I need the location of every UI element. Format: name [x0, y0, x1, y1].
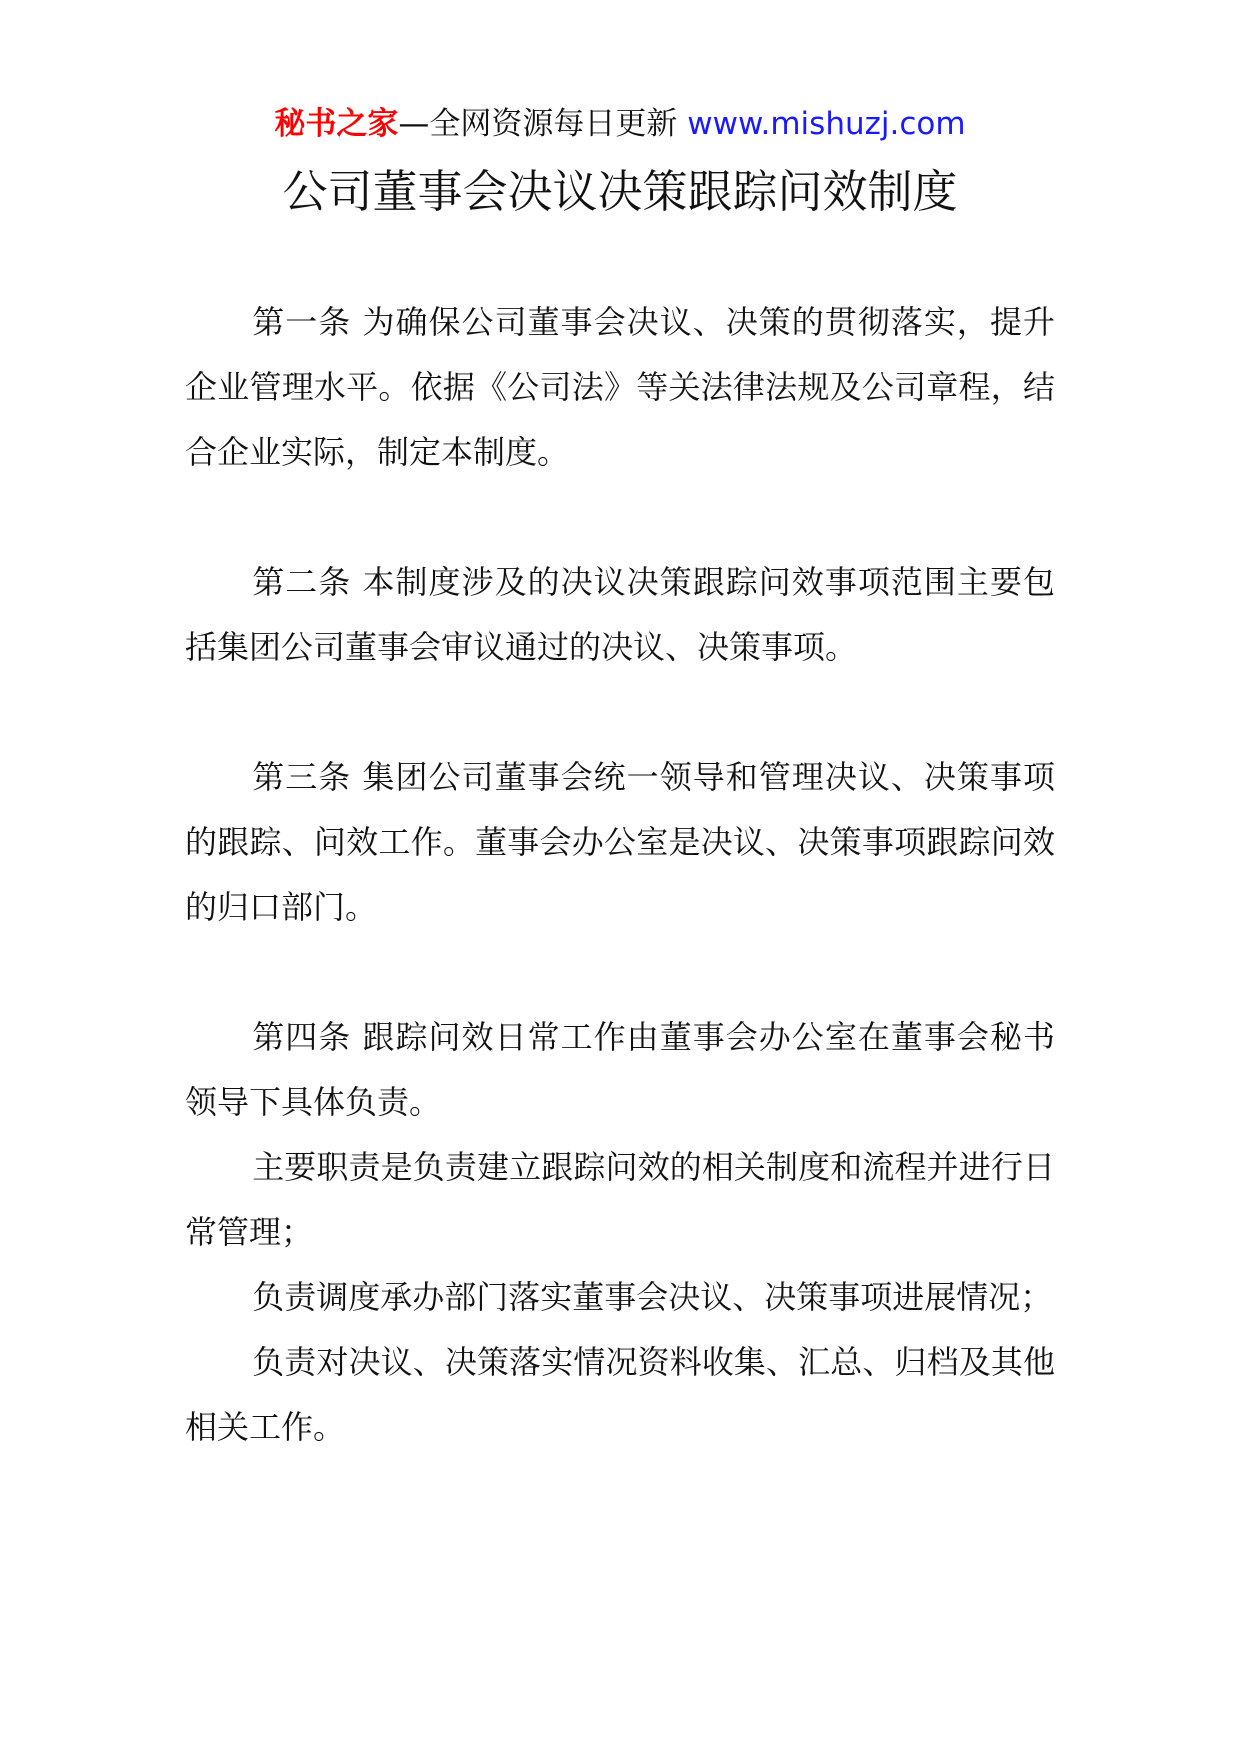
article-3: 第三条 集团公司董事会统一领导和管理决议、决策事项的跟踪、问效工作。董事会办公室是决议、决策事项跟踪问效的归口部门。	[185, 758, 1055, 926]
document-title: 公司董事会决议决策跟踪问效制度	[282, 165, 958, 218]
site-tagline: —全网资源每日更新	[398, 106, 688, 142]
article-4: 第四条 跟踪问效日常工作由董事会办公室在董事会秘书领导下具体负责。	[185, 1018, 1055, 1121]
article-4-duty-1: 主要职责是负责建立跟踪问效的相关制度和流程并进行日常管理；	[185, 1148, 1055, 1251]
article-1: 第一条 为确保公司董事会决议、决策的贯彻落实，提升企业管理水平。依据《公司法》等关法律法规及公司章程，结合企业实际，制定本制度。	[185, 303, 1055, 471]
article-4-duty-2: 负责调度承办部门落实董事会决议、决策事项进展情况；	[252, 1278, 1053, 1316]
article-4-duty-3: 负责对决议、决策落实情况资料收集、汇总、归档及其他相关工作。	[185, 1343, 1055, 1446]
document-body	[185, 290, 1055, 1460]
article-2: 第二条 本制度涉及的决议决策跟踪问效事项范围主要包括集团公司董事会审议通过的决议、决策事项。	[185, 563, 1055, 666]
site-brand: 秘书之家	[274, 106, 399, 142]
site-url-link[interactable]: www.mishuzj.com	[687, 106, 966, 142]
site-header	[0, 102, 1240, 146]
